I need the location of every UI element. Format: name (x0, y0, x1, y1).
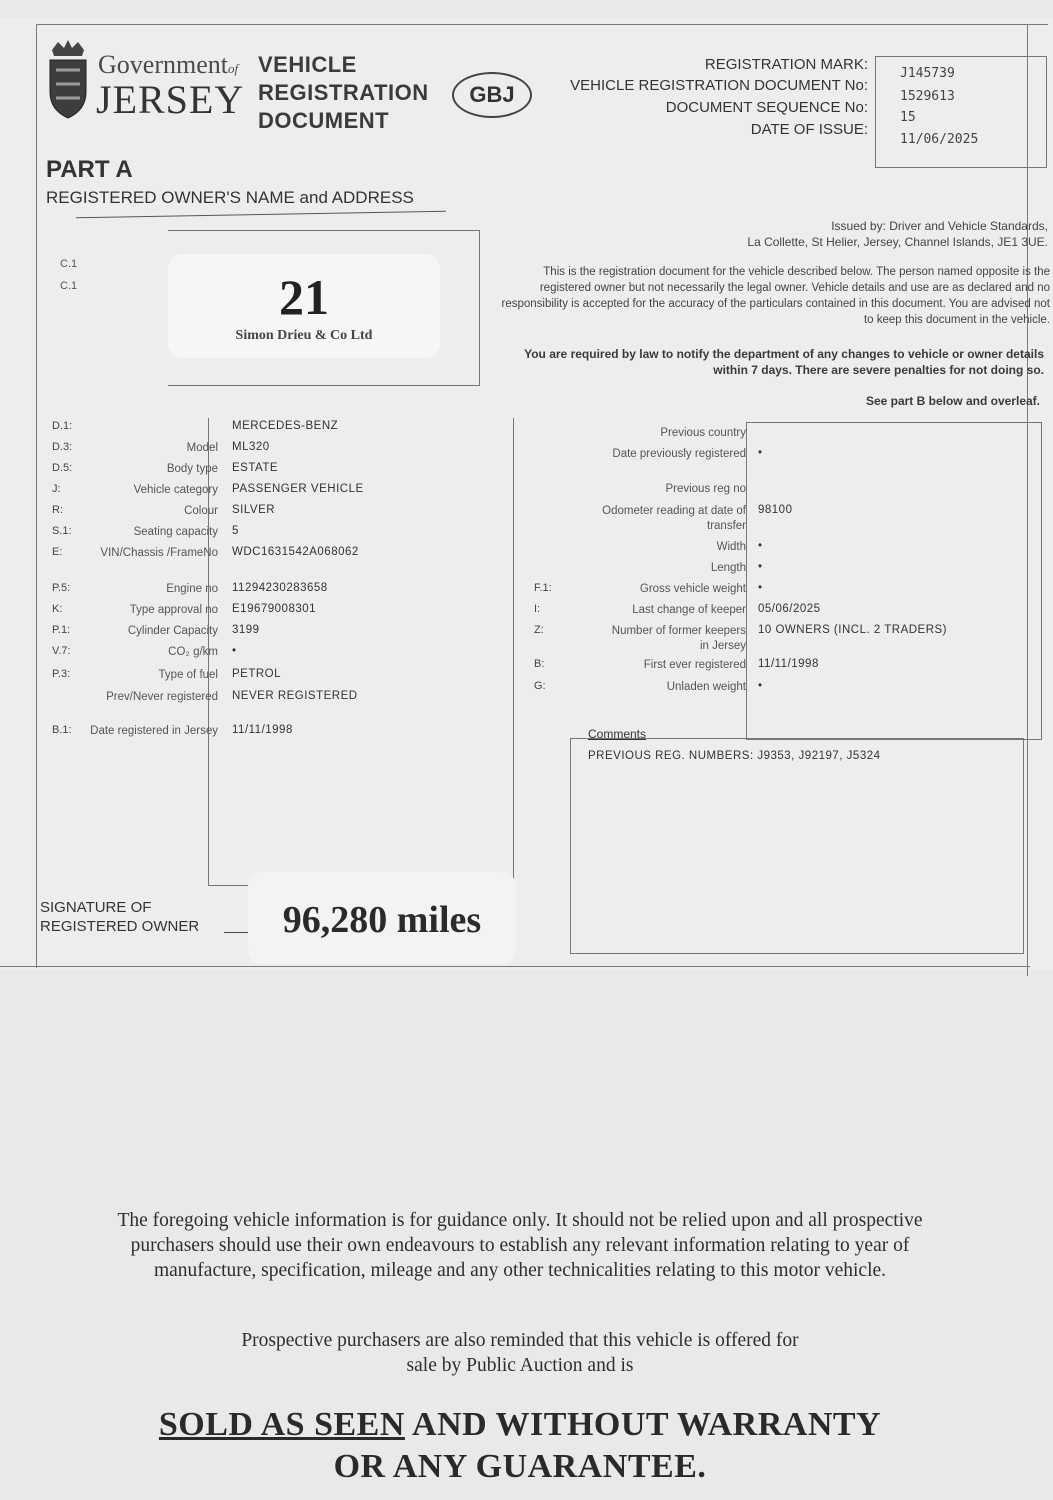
sold-as-seen: SOLD AS SEEN (158, 1406, 405, 1443)
field-label: Previous country (660, 427, 746, 439)
field-label: Previous reg no (665, 483, 746, 495)
field-value: • (758, 561, 763, 573)
field-code: S.1: (52, 525, 72, 537)
document-no-label: VEHICLE REGISTRATION DOCUMENT No: (570, 77, 868, 94)
field-label: Odometer reading at date of transfer (602, 505, 746, 532)
issued-by (640, 218, 1048, 250)
field-code: V.7: (52, 645, 71, 657)
frame-bottom (0, 966, 1030, 967)
field-value: • (758, 680, 763, 692)
field-code: D.1: (52, 420, 73, 432)
field-label: Date registered in Jersey (90, 725, 218, 737)
registration-mark-value: J145739 (900, 66, 955, 81)
issued-line-2: La Collette, St Helier, Jersey, Channel Islands, JE1 3UE. (747, 235, 1048, 249)
signature-label-line-2: REGISTERED OWNER (40, 918, 200, 935)
field-value: 98100 (758, 504, 793, 516)
field-label: Body type (166, 463, 218, 475)
government-of-label: Governmentof (98, 50, 239, 79)
document-no-value: 1529613 (900, 89, 955, 104)
sequence-no-label: DOCUMENT SEQUENCE No: (665, 99, 868, 116)
c1-code: C.1 (60, 280, 78, 292)
field-value: • (758, 540, 763, 552)
field-value: 3199 (232, 624, 260, 636)
field-value: 11/11/1998 (232, 724, 293, 736)
field-code: D.3: (52, 441, 73, 453)
legal-notice: You are required by law to notify the department of any changes to vehicle or owner details within 7 days. There are severe penalties for not doing so. (524, 347, 1044, 377)
field-label: Unladen weight (666, 681, 746, 693)
field-value: MERCEDES-BENZ (232, 420, 339, 432)
field-value: E19679008301 (232, 603, 317, 615)
field-code: K: (52, 603, 63, 615)
issued-line-1: Issued by: Driver and Vehicle Standards, (831, 219, 1048, 233)
owner-sticker (168, 254, 440, 358)
doc-title-line-2: REGISTRATION (258, 80, 429, 105)
field-value: PETROL (232, 668, 282, 680)
registration-mark-label: REGISTRATION MARK: (704, 56, 868, 73)
history-details-box (746, 422, 1042, 740)
field-label: Seating capacity (133, 526, 218, 538)
part-a-heading: PART A (46, 156, 133, 183)
mileage-value: 96,280 miles (282, 899, 482, 941)
guidance-disclaimer: The foregoing vehicle information is for guidance only. It should not be relied upon and all prospective purchasers should use their own endeavours to establish any relevant information relating to year of manufacture, specification, mileage and any other technicalities relating to this motor vehicle. (117, 1210, 923, 1281)
field-value: • (758, 447, 763, 459)
field-value: NEVER REGISTERED (232, 690, 358, 702)
doc-title-line-1: VEHICLE (258, 52, 357, 77)
field-value: 11294230283658 (232, 582, 328, 594)
field-label: Number of former keepers in Jersey (611, 625, 746, 652)
field-code: G: (534, 680, 546, 692)
field-label: Type of fuel (158, 669, 218, 681)
doc-title-line-3: DOCUMENT (258, 108, 390, 133)
gbj-badge: GBJ (452, 72, 532, 118)
field-value: • (232, 645, 237, 657)
field-code: P.3: (52, 668, 71, 680)
comments-box (570, 738, 1024, 954)
signature-label (40, 898, 199, 936)
field-label: CO₂ g/km (168, 646, 218, 658)
field-code: D.5: (52, 462, 73, 474)
field-code: E: (52, 546, 63, 558)
field-label: Colour (184, 505, 218, 517)
jersey-crest-icon (44, 40, 92, 120)
field-value: SILVER (232, 504, 276, 516)
signature-line (224, 932, 250, 933)
sold-as-seen-notice (140, 1404, 900, 1488)
field-code: B: (534, 658, 545, 670)
frame-left (36, 24, 37, 968)
date-of-issue-value: 11/06/2025 (900, 132, 979, 147)
field-label: Length (710, 562, 746, 574)
c1-code: C.1 (60, 258, 78, 270)
field-value: 11/11/1998 (758, 658, 819, 670)
field-value: WDC1631542A068062 (232, 546, 359, 558)
see-part-b: See part B below and overleaf. (865, 394, 1040, 408)
field-label: Date previously registered (612, 448, 746, 460)
comments-text: PREVIOUS REG. NUMBERS: J9353, J92197, J5324 (588, 750, 881, 762)
field-value: ML320 (232, 441, 270, 453)
field-code: B.1: (52, 724, 72, 736)
frame-top (36, 24, 1048, 25)
owner-heading: REGISTERED OWNER'S NAME and ADDRESS (46, 188, 414, 207)
field-label: Width (716, 541, 746, 553)
owner-name: Simon Drieu & Co Ltd (235, 328, 373, 343)
comments-label: Comments (588, 727, 647, 741)
registration-notice: This is the registration document for the vehicle described below. The person named opposite is the registered owner but not necessarily the legal owner. Vehicle details and use are as declared and no responsibility is accepted for the accuracy of the particulars contained in this document. You are advised not to keep this document in the vehicle. (501, 266, 1050, 326)
auction-reminder: Prospective purchasers are also reminded that this vehicle is offered for sale by Public Auction and is (241, 1330, 799, 1376)
sequence-no-value: 15 (900, 110, 916, 125)
field-value: ESTATE (232, 462, 279, 474)
field-code: R: (52, 504, 63, 516)
field-value: 5 (232, 525, 239, 537)
field-code: J: (52, 483, 61, 495)
field-label: Prev/Never registered (106, 691, 218, 703)
field-value: 10 OWNERS (INCL. 2 TRADERS) (758, 624, 948, 636)
jersey-label: JERSEY (96, 77, 245, 122)
field-label: Gross vehicle weight (639, 583, 746, 595)
field-label: Vehicle category (133, 484, 218, 496)
field-code: F.1: (534, 582, 552, 594)
field-code: Z: (534, 624, 544, 636)
field-label: VIN/Chassis /FrameNo (100, 547, 218, 559)
field-value: • (758, 582, 763, 594)
field-value: PASSENGER VEHICLE (232, 483, 364, 495)
field-label: Cylinder Capacity (127, 625, 218, 637)
warranty-text: AND WITHOUT WARRANTY OR ANY GUARANTEE. (333, 1406, 882, 1485)
field-code: P.1: (52, 624, 71, 636)
field-label: First ever registered (643, 659, 746, 671)
signature-label-line-1: SIGNATURE OF (40, 899, 152, 916)
field-code: I: (534, 603, 541, 615)
mileage-sticker (248, 872, 516, 964)
field-label: Model (186, 442, 218, 454)
lot-number: 21 (279, 269, 329, 325)
field-label: Last change of keeper (632, 604, 746, 616)
field-code: P.5: (52, 582, 71, 594)
date-of-issue-label: DATE OF ISSUE: (750, 121, 868, 138)
field-value: 05/06/2025 (758, 603, 821, 615)
field-label: Type approval no (129, 604, 218, 616)
field-label: Engine no (166, 583, 218, 595)
